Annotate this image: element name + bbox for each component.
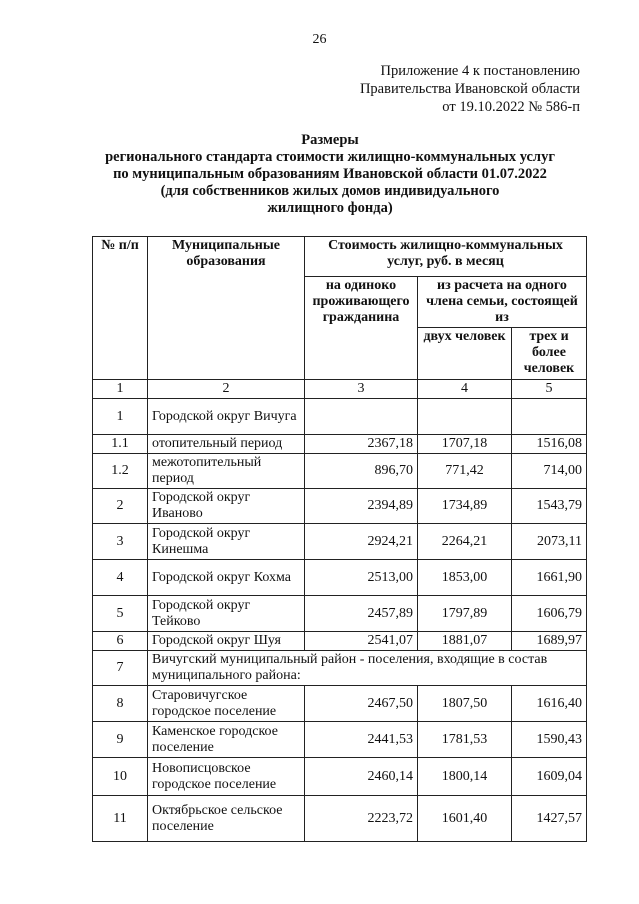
table-row	[93, 758, 587, 796]
column-number: 3	[305, 380, 418, 399]
cost-two-persons: 1807,50	[418, 686, 512, 722]
municipality-name: отопительный период	[148, 435, 305, 454]
header-cost: Стоимость жилищно-коммунальных услуг, руб. в месяц	[305, 237, 587, 277]
row-number: 3	[93, 524, 148, 560]
row-number: 10	[93, 758, 148, 796]
header-per-member: из расчета на одного члена семьи, состоящей из	[418, 277, 587, 328]
title-line-4: (для собственников жилых домов индивидуального	[160, 183, 500, 199]
table-row	[93, 435, 587, 454]
title-line-2: регионального стандарта стоимости жилищно-коммунальных услуг	[105, 149, 555, 165]
appendix-line-3: от 19.10.2022 № 586-п	[442, 99, 580, 115]
municipality-name: межотопительный период	[148, 454, 305, 489]
header-municipality: Муниципальные образования	[148, 237, 305, 380]
appendix-line-1: Приложение 4 к постановлению	[380, 63, 580, 79]
municipality-name: Вичугский муниципальный район - поселения, входящие в состав муниципального района:	[148, 651, 587, 686]
cost-two-persons: 771,42	[418, 454, 512, 489]
municipality-name: Октябрьское сельское поселение	[148, 796, 305, 842]
cost-three-persons: 1616,40	[512, 686, 587, 722]
row-number: 8	[93, 686, 148, 722]
row-number: 11	[93, 796, 148, 842]
cost-three-persons: 1609,04	[512, 758, 587, 796]
row-number: 7	[93, 651, 148, 686]
municipality-name: Городской округ Иваново	[148, 489, 305, 524]
municipality-name: Городской округ Шуя	[148, 632, 305, 651]
cost-two-persons: 1797,89	[418, 596, 512, 632]
cost-three-persons	[512, 399, 587, 435]
table-row	[93, 560, 587, 596]
title-line-3: по муниципальным образованиям Ивановской области 01.07.2022	[113, 166, 547, 182]
cost-two-persons: 1853,00	[418, 560, 512, 596]
cost-three-persons: 714,00	[512, 454, 587, 489]
cost-single: 2441,53	[305, 722, 418, 758]
municipality-name: Городской округ Тейково	[148, 596, 305, 632]
table-row	[93, 686, 587, 722]
cost-two-persons: 1707,18	[418, 435, 512, 454]
table-body	[93, 399, 587, 842]
table-row	[93, 524, 587, 560]
title-line-1: Размеры	[301, 132, 359, 148]
row-number: 4	[93, 560, 148, 596]
cost-single: 2394,89	[305, 489, 418, 524]
municipality-name: Новописцовское городское поселение	[148, 758, 305, 796]
table-row	[93, 454, 587, 489]
appendix-reference	[360, 62, 580, 116]
cost-two-persons: 1601,40	[418, 796, 512, 842]
table-row	[93, 489, 587, 524]
cost-three-persons: 1590,43	[512, 722, 587, 758]
cost-single: 2467,50	[305, 686, 418, 722]
cost-three-persons: 1516,08	[512, 435, 587, 454]
municipality-name: Городской округ Кинешма	[148, 524, 305, 560]
cost-three-persons: 1543,79	[512, 489, 587, 524]
cost-three-persons: 1606,79	[512, 596, 587, 632]
cost-two-persons	[418, 399, 512, 435]
row-number: 9	[93, 722, 148, 758]
cost-single: 2513,00	[305, 560, 418, 596]
column-number: 2	[148, 380, 305, 399]
row-number: 2	[93, 489, 148, 524]
row-number: 6	[93, 632, 148, 651]
title-line-5: жилищного фонда)	[267, 200, 393, 216]
row-number: 5	[93, 596, 148, 632]
cost-single	[305, 399, 418, 435]
table-row	[93, 632, 587, 651]
table-row	[93, 596, 587, 632]
cost-two-persons: 1734,89	[418, 489, 512, 524]
cost-single: 896,70	[305, 454, 418, 489]
document-title	[80, 132, 580, 217]
table-header	[93, 237, 587, 399]
municipality-name: Городской округ Кохма	[148, 560, 305, 596]
cost-single: 2924,21	[305, 524, 418, 560]
row-number: 1	[93, 399, 148, 435]
cost-three-persons: 1427,57	[512, 796, 587, 842]
cost-two-persons: 2264,21	[418, 524, 512, 560]
table-row	[93, 722, 587, 758]
cost-two-persons: 1800,14	[418, 758, 512, 796]
cost-three-persons: 1689,97	[512, 632, 587, 651]
cost-single: 2460,14	[305, 758, 418, 796]
cost-single: 2223,72	[305, 796, 418, 842]
municipality-name: Городской округ Вичуга	[148, 399, 305, 435]
cost-three-persons: 1661,90	[512, 560, 587, 596]
page-number: 26	[312, 32, 327, 47]
header-three-persons: трех и более человек	[512, 328, 587, 380]
column-number: 4	[418, 380, 512, 399]
header-num: № п/п	[93, 237, 148, 380]
cost-two-persons: 1781,53	[418, 722, 512, 758]
column-number: 1	[93, 380, 148, 399]
row-number: 1.1	[93, 435, 148, 454]
header-single: на одиноко проживающего гражданина	[305, 277, 418, 380]
table-row	[93, 796, 587, 842]
cost-two-persons: 1881,07	[418, 632, 512, 651]
column-numbers-row	[93, 380, 587, 399]
cost-single: 2457,89	[305, 596, 418, 632]
header-two-persons: двух человек	[418, 328, 512, 380]
table-row	[93, 399, 587, 435]
column-number: 5	[512, 380, 587, 399]
cost-single: 2541,07	[305, 632, 418, 651]
table-row	[93, 651, 587, 686]
cost-single: 2367,18	[305, 435, 418, 454]
municipality-name: Каменское городское поселение	[148, 722, 305, 758]
row-number: 1.2	[93, 454, 148, 489]
appendix-line-2: Правительства Ивановской области	[359, 81, 580, 97]
cost-three-persons: 2073,11	[512, 524, 587, 560]
municipality-name: Старовичугское городское поселение	[148, 686, 305, 722]
cost-standard-table	[92, 236, 587, 842]
